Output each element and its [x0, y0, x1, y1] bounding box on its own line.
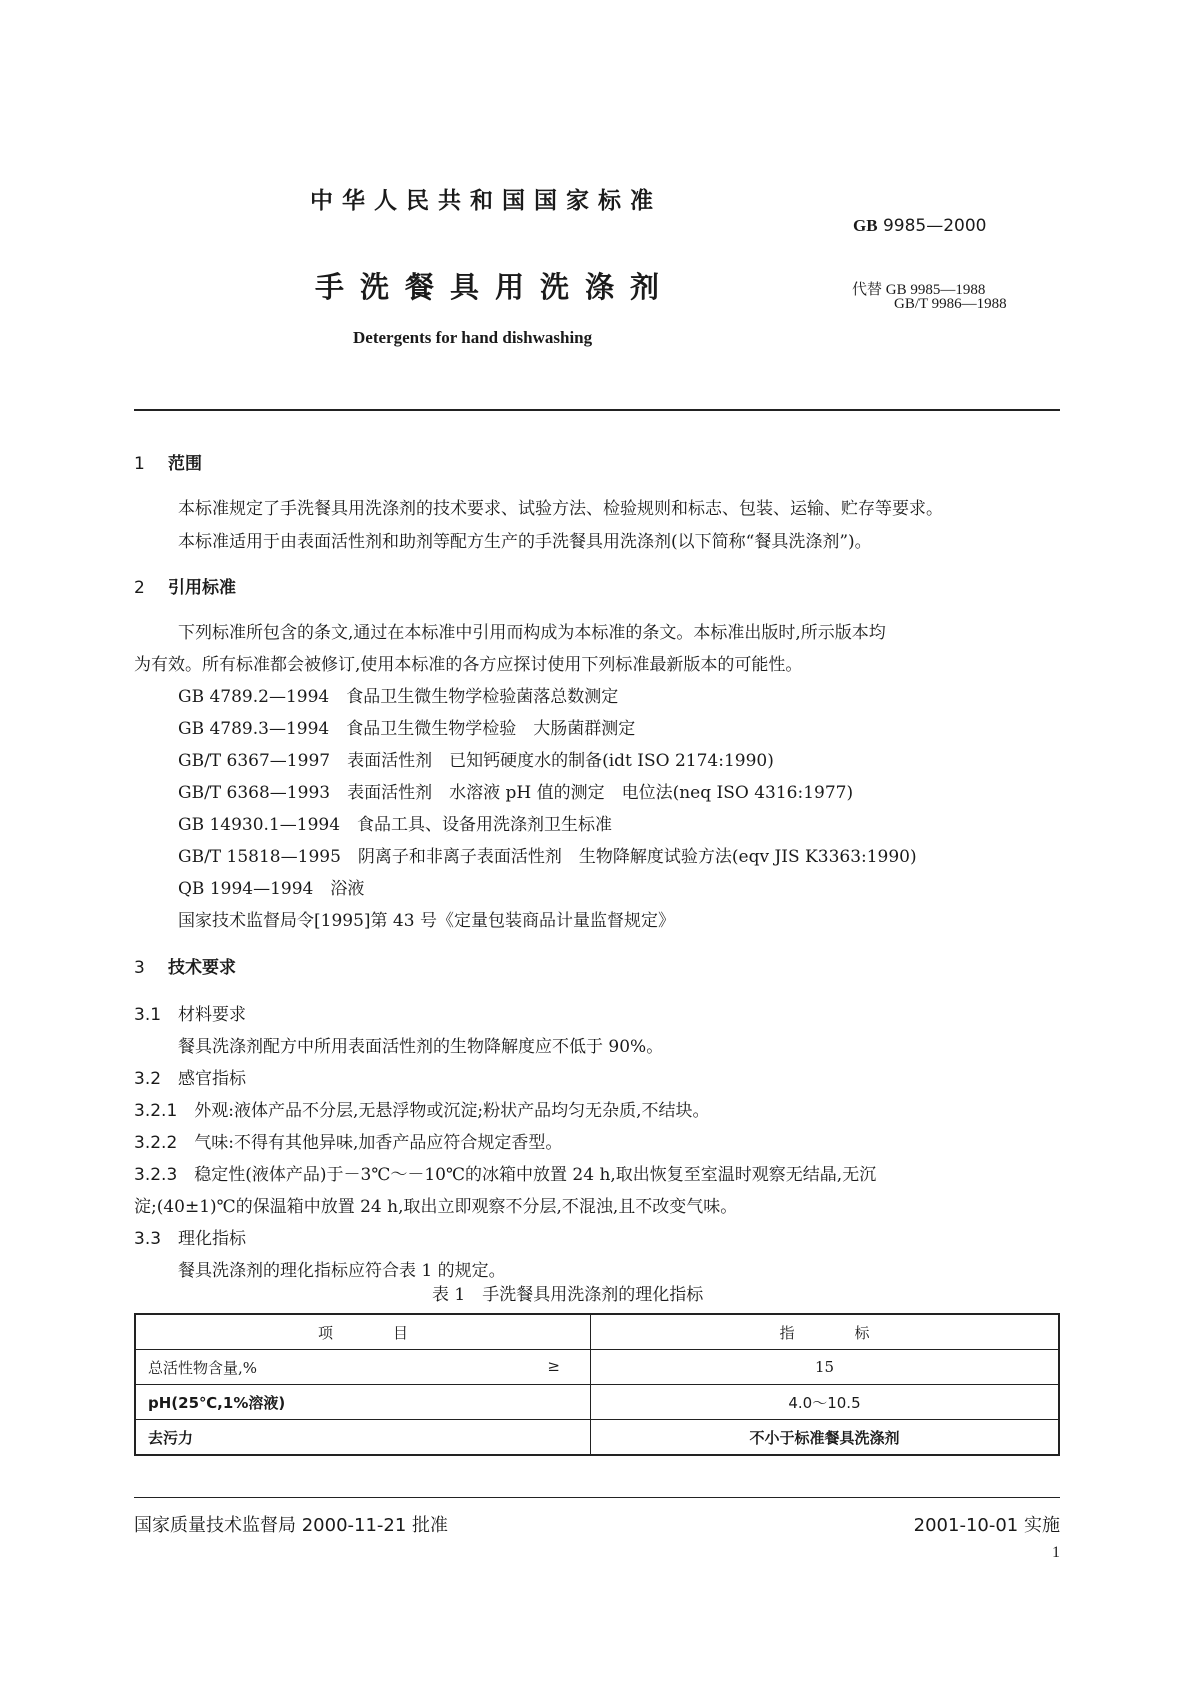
clause-3-2 — [134, 1064, 246, 1089]
replaces-line-1: 代替 GB 9985—1988 — [852, 282, 986, 298]
table-row — [135, 1350, 1059, 1385]
clause-text: 外观:液体产品不分层,无悬浮物或沉淀;粉状产品均匀无杂质,不结块。 — [194, 1101, 710, 1121]
document-title: 手洗餐具用洗涤剂 — [315, 270, 676, 304]
replaces-line-2: GB/T 9986—1988 — [894, 296, 1007, 312]
section-number: 3 — [134, 958, 145, 978]
row-value-cell: 15 — [591, 1350, 1060, 1385]
reference-item: GB 14930.1—1994 食品工具、设备用洗涤剂卫生标准 — [178, 815, 613, 835]
english-title: Detergents for hand dishwashing — [353, 328, 593, 347]
table-row — [135, 1420, 1059, 1456]
row-item-label: 去污力 — [148, 1428, 194, 1447]
row-item-cell — [135, 1420, 591, 1456]
clause-text: 稳定性(液体产品)于－3℃～－10℃的冰箱中放置 24 h,取出恢复至室温时观察无结晶,无沉 — [194, 1165, 877, 1185]
clause-3-1-text: 餐具洗涤剂配方中所用表面活性剂的生物降解度应不低于 90%。 — [178, 1037, 664, 1057]
scope-paragraph-1: 本标准规定了手洗餐具用洗涤剂的技术要求、试验方法、检验规则和标志、包装、运输、贮存等要求。 — [178, 499, 943, 519]
clause-number: 3.2.3 — [134, 1165, 178, 1185]
reference-item: GB 4789.2—1994 食品卫生微生物学检验菌落总数测定 — [178, 687, 619, 707]
clause-text: 气味:不得有其他异味,加香产品应符合规定香型。 — [194, 1133, 563, 1153]
row-item-label: pH(25℃,1%溶液) — [148, 1393, 286, 1412]
clause-number: 3.3 — [134, 1229, 162, 1249]
clause-number: 3.2.1 — [134, 1101, 178, 1121]
reference-item: 国家技术监督局令[1995]第 43 号《定量包装商品计量监督规定》 — [178, 911, 675, 931]
references-intro-line-1: 下列标准所包含的条文,通过在本标准中引用而构成为本标准的条文。本标准出版时,所示版本均 — [178, 623, 886, 643]
clause-3-2-1 — [134, 1096, 710, 1121]
clause-3-1 — [134, 1000, 246, 1025]
clause-number: 3.2.2 — [134, 1133, 178, 1153]
clause-3-2-3 — [134, 1160, 876, 1185]
header-divider — [134, 409, 1060, 411]
standard-number-value: 9985—2000 — [882, 216, 987, 236]
references-intro-line-2: 为有效。所有标准都会被修订,使用本标准的各方应探讨使用下列标准最新版本的可能性。 — [134, 655, 803, 675]
physicochemical-table — [134, 1313, 1060, 1456]
reference-item: GB/T 15818—1995 阴离子和非离子表面活性剂 生物降解度试验方法(eqv JIS K3363:1990) — [178, 847, 917, 867]
section-title: 范围 — [168, 454, 202, 474]
section-title: 技术要求 — [168, 958, 236, 978]
row-value-cell: 不小于标准餐具洗涤剂 — [591, 1420, 1060, 1456]
implementation-date: 2001-10-01 实施 — [913, 1515, 1060, 1536]
clause-title: 感官指标 — [178, 1069, 247, 1089]
table-caption: 表 1 手洗餐具用洗涤剂的理化指标 — [432, 1285, 704, 1305]
section-number: 2 — [134, 578, 145, 598]
column-header-item: 项 目 — [135, 1314, 591, 1350]
clause-title: 材料要求 — [178, 1005, 247, 1025]
section-title: 引用标准 — [168, 578, 236, 598]
section-1-heading — [134, 449, 202, 474]
column-header-index: 指 标 — [591, 1314, 1060, 1350]
clause-3-3 — [134, 1224, 246, 1249]
section-number: 1 — [134, 454, 145, 474]
table-header-row — [135, 1314, 1059, 1350]
row-limit-symbol: ≥ — [547, 1356, 560, 1375]
clause-3-2-2 — [134, 1128, 562, 1153]
clause-3-2-3-continued: 淀;(40±1)℃的保温箱中放置 24 h,取出立即观察不分层,不混浊,且不改变气味。 — [134, 1197, 738, 1217]
clause-number: 3.1 — [134, 1005, 162, 1025]
table-row — [135, 1385, 1059, 1420]
clause-title: 理化指标 — [178, 1229, 247, 1249]
clause-number: 3.2 — [134, 1069, 162, 1089]
reference-item: QB 1994—1994 浴液 — [178, 879, 365, 899]
reference-item: GB/T 6368—1993 表面活性剂 水溶液 pH 值的测定 电位法(neq ISO 4316:1977) — [178, 783, 854, 803]
row-item-cell — [135, 1350, 591, 1385]
row-item-cell — [135, 1385, 591, 1420]
scope-paragraph-2: 本标准适用于由表面活性剂和助剂等配方生产的手洗餐具用洗涤剂(以下简称“餐具洗涤剂”)。 — [178, 532, 872, 552]
row-value-cell: 4.0～10.5 — [591, 1385, 1060, 1420]
page-number: 1 — [1052, 1544, 1060, 1561]
standard-prefix: GB — [853, 216, 878, 235]
section-3-heading — [134, 953, 236, 978]
standard-number — [853, 216, 987, 236]
reference-item: GB/T 6367—1997 表面活性剂 已知钙硬度水的制备(idt ISO 2174:1990) — [178, 751, 774, 771]
footer-divider — [134, 1497, 1060, 1498]
row-item-label: 总活性物含量,% — [148, 1358, 258, 1377]
section-2-heading — [134, 573, 236, 598]
clause-3-3-text: 餐具洗涤剂的理化指标应符合表 1 的规定。 — [178, 1261, 506, 1281]
national-standard-heading: 中华人民共和国国家标准 — [310, 188, 662, 214]
issued-by: 国家质量技术监督局 2000-11-21 批准 — [134, 1515, 449, 1536]
reference-item: GB 4789.3—1994 食品卫生微生物学检验 大肠菌群测定 — [178, 719, 636, 739]
